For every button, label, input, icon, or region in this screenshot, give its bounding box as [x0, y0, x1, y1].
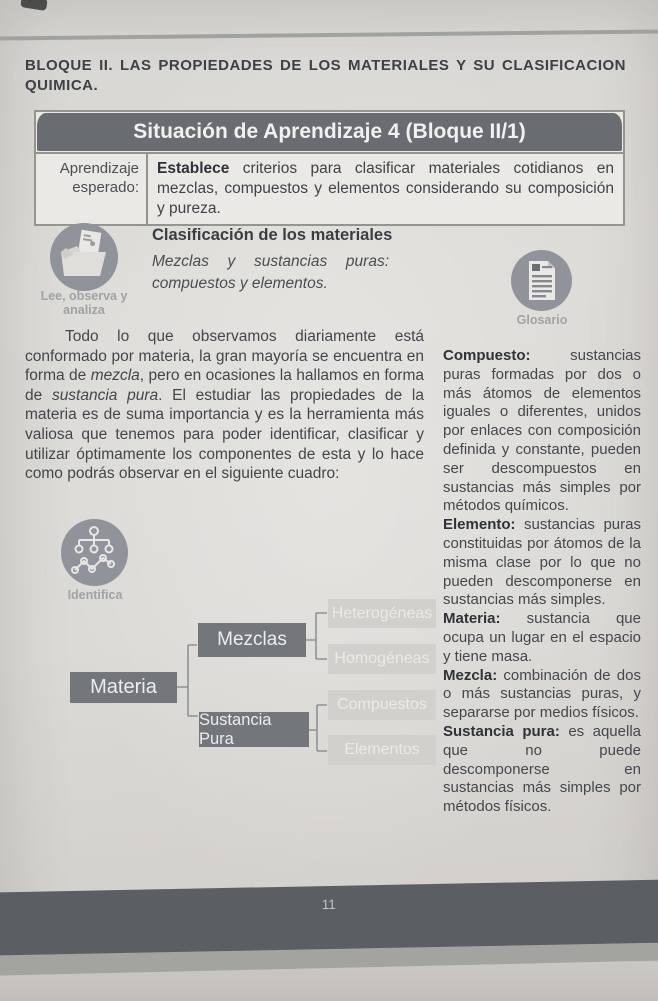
- scan-artifact: [20, 0, 48, 11]
- block-title: BLOQUE II. LAS PROPIEDADES DE LOS MATERIALES Y SU CLASIFICACION QUIMICA.: [25, 57, 626, 94]
- intro-run: , pero en ocasiones la hallamos en forma de: [25, 367, 424, 404]
- glossary-caption: Glosario: [516, 313, 568, 327]
- learning-situation-table: [34, 110, 625, 226]
- identify-caption: Identifica: [67, 588, 123, 602]
- glossary-definition: sustancia que ocupa un lugar en el espacio y tiene masa.: [443, 610, 641, 665]
- glossary-term: Compuesto:: [443, 347, 531, 364]
- diagram-node-heterogeneas: Heterogéneas: [328, 599, 436, 628]
- page-number: 11: [321, 896, 336, 913]
- identify-icon: [61, 519, 128, 586]
- glossary-definition: sustancias puras formadas por dos o más átomos de elementos iguales o diferentes, unidos por enlaces con composición definida y constante, pueden ser descompuestos en sustancias más simples por métodos químicos.: [443, 347, 641, 515]
- glossary-entry-sustancia-pura: [443, 723, 641, 817]
- glossary-entry-materia: [443, 610, 641, 666]
- intro-run: Todo lo que observamos diariamente está conformado por materia, la gran mayoría se encuentra en forma de: [25, 328, 424, 385]
- footer-band: [0, 879, 658, 955]
- top-divider: [0, 29, 658, 40]
- diagram-node-materia: Materia: [70, 672, 177, 703]
- expected-learning-label: Aprendizaje esperado:: [36, 154, 148, 224]
- read-observe-analyze-icon: [50, 223, 118, 291]
- intro-term-sustancia-pura: sustancia pura: [51, 386, 159, 404]
- expected-learning-lead: Establece: [157, 160, 230, 177]
- glossary-definition: es aquella que no puede descomponerse en sustancias más simples por métodos físicos.: [443, 722, 642, 816]
- glossary-icon: [511, 250, 572, 311]
- diagram-node-homogeneas: Homogéneas: [328, 644, 436, 674]
- glossary-entry-compuesto: [443, 347, 641, 516]
- lesson-title: Clasificación de los materiales: [152, 226, 393, 244]
- intro-run: . El estudiar las propiedades de la materia es de suma importancia y es la herramienta más valiosa que tenemos para poder identificar, clasificar y utilizar óptimamente los componentes de esta y lo hace como podrás observar en el siguiente cuadro:: [25, 386, 424, 483]
- glossary-definition: sustancias puras constituidas por átomos de la misma clase por lo que no pueden descomponerse en sustancias más simples.: [443, 516, 641, 609]
- glossary-definition: combinación de dos o más sustancias puras, y separarse por medios físicos.: [443, 666, 641, 722]
- glossary-term: Sustancia pura:: [443, 722, 560, 740]
- glossary-entry-elemento: [443, 516, 641, 610]
- expected-learning-rest: criterios para clasificar materiales cotidianos en mezclas, compuestos y elementos considerando su composición y pureza.: [157, 160, 614, 217]
- expected-learning-text: [148, 154, 623, 224]
- glossary-page-glyph: [511, 250, 572, 311]
- learning-situation-banner: Situación de Aprendizaje 4 (Bloque II/1): [37, 113, 622, 151]
- diagram-node-mezclas: Mezclas: [198, 623, 306, 657]
- flowchart-glyph: [61, 519, 128, 586]
- glossary-term: Materia:: [443, 610, 501, 628]
- folder-document-glyph: [50, 223, 118, 291]
- expected-learning-row: [36, 152, 623, 224]
- read-observe-analyze-caption: Lee, observa y analiza: [40, 289, 128, 317]
- intro-term-mezcla: mezcla: [90, 367, 140, 385]
- diagram-node-elementos: Elementos: [328, 735, 436, 765]
- lesson-subtitle-line2: compuestos y elementos.: [152, 275, 328, 292]
- glossary-term: Mezcla:: [443, 666, 498, 684]
- glossary-entry-mezcla: [443, 667, 641, 723]
- intro-paragraph: [25, 327, 424, 484]
- glossary-column: [443, 347, 641, 817]
- lesson-subtitle-line1: Mezclas y sustancias puras:: [152, 253, 389, 270]
- glossary-term: Elemento:: [443, 516, 516, 534]
- diagram-node-compuestos: Compuestos: [328, 690, 436, 720]
- diagram-node-sustancia-pura: Sustancia Pura: [199, 712, 309, 747]
